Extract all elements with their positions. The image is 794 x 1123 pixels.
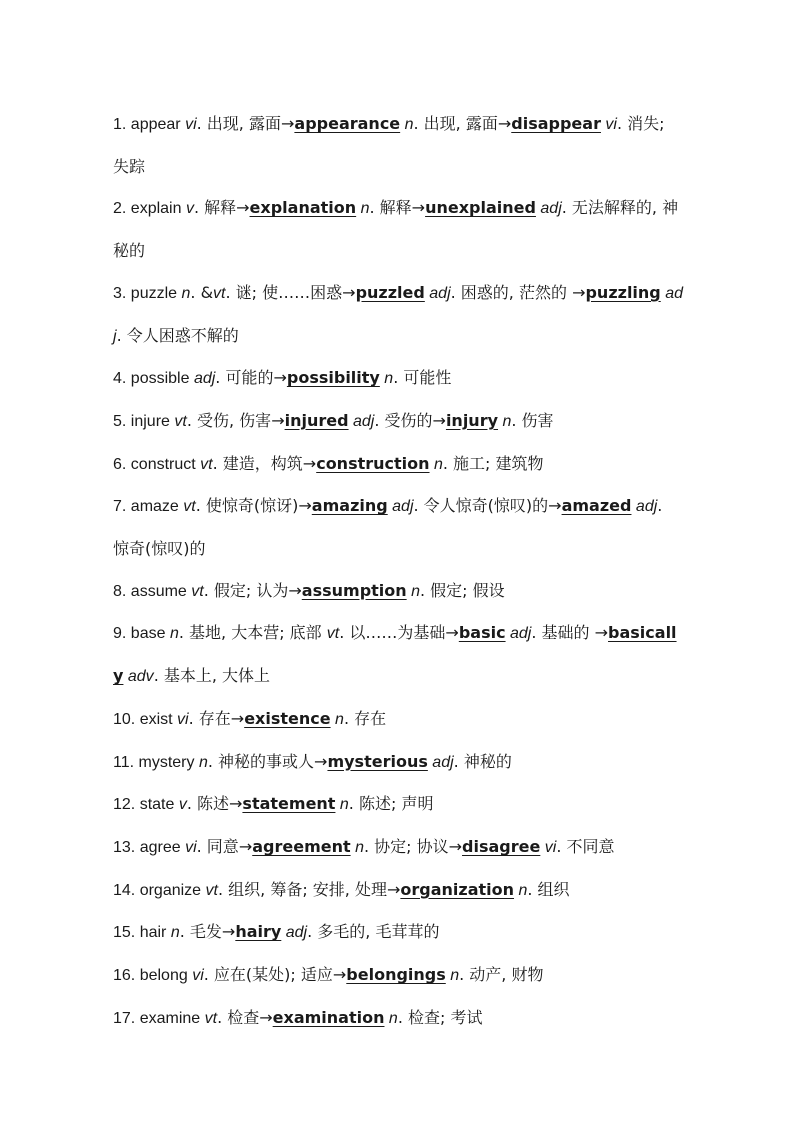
arrow-icon: → — [298, 496, 312, 516]
definition-text: . 神秘的 — [453, 751, 512, 771]
vocab-entry — [113, 485, 684, 569]
arrow-icon: → — [271, 410, 285, 430]
arrow-icon: → — [230, 708, 245, 728]
derived-word: assumption — [301, 580, 407, 600]
part-of-speech: n — [330, 710, 344, 728]
arrow-icon: → — [594, 623, 609, 643]
headword: 1. appear — [113, 116, 186, 133]
definition-text: . 困惑的, 茫然的 — [450, 282, 573, 302]
part-of-speech: vt — [213, 284, 226, 302]
arrow-icon: → — [332, 965, 347, 985]
definition-text: . 可能的 — [215, 368, 274, 388]
headword: 7. amaze — [113, 498, 184, 516]
vocab-entry — [113, 954, 684, 997]
part-of-speech: adj — [348, 412, 375, 430]
part-of-speech: n — [498, 412, 512, 430]
part-of-speech: vi — [185, 116, 197, 133]
arrow-icon: → — [280, 114, 295, 133]
definition-text: . 不同意 — [556, 836, 615, 856]
part-of-speech: adj — [424, 284, 451, 302]
headword: 9. base — [113, 625, 170, 643]
arrow-icon: → — [288, 580, 302, 600]
part-of-speech: n — [384, 1009, 398, 1027]
definition-text: . 可能性 — [393, 368, 452, 388]
vocab-entry — [113, 612, 684, 697]
part-of-speech: v — [185, 200, 194, 218]
definition-text: . 受伤, 伤害 — [186, 410, 272, 430]
definition-text: . 建造，构筑 — [212, 453, 303, 473]
derived-word: injured — [284, 410, 349, 430]
derived-word: hairy — [235, 922, 282, 942]
part-of-speech: vi — [185, 838, 197, 856]
derived-word: appearance — [294, 114, 401, 133]
definition-text: . 解释 — [193, 198, 237, 218]
definition-text: . 协定; 协议 — [363, 836, 449, 856]
arrow-icon: → — [259, 1007, 273, 1027]
part-of-speech: n — [429, 455, 443, 473]
headword: 12. state — [113, 796, 179, 814]
vocab-entry — [113, 103, 684, 187]
definition-text: . 出现, 露面 — [413, 114, 498, 133]
part-of-speech: n — [181, 284, 191, 302]
definition-text: . 基础的 — [531, 623, 595, 643]
derived-word: basically — [113, 623, 677, 686]
arrow-icon: → — [386, 879, 401, 899]
headword: 3. puzzle — [113, 284, 182, 302]
definition-text: . 存在 — [343, 708, 387, 728]
part-of-speech: adj — [535, 200, 562, 218]
derived-word: puzzling — [585, 282, 661, 302]
definition-text: . 谜; 使……困惑 — [225, 282, 343, 302]
arrow-icon: → — [221, 922, 236, 942]
part-of-speech: vi — [540, 838, 557, 856]
part-of-speech: adj — [281, 924, 308, 942]
derived-word: amazed — [561, 496, 632, 516]
derived-word: examination — [272, 1007, 385, 1027]
part-of-speech: n — [406, 582, 420, 600]
vocab-entry — [113, 272, 684, 357]
derived-word: belongings — [346, 965, 446, 985]
vocab-entry — [113, 698, 684, 741]
definition-text: . 多毛的, 毛茸茸的 — [307, 922, 440, 942]
arrow-icon: → — [238, 836, 253, 856]
definition-text: . 基地, 大本营; 底部 — [178, 623, 327, 643]
definition-text: . 陈述 — [186, 794, 230, 814]
headword: 6. construct — [113, 455, 201, 473]
derived-word: amazing — [311, 496, 388, 516]
headword: 17. examine — [113, 1009, 205, 1027]
derived-word: basic — [458, 623, 506, 643]
part-of-speech: adj — [631, 498, 658, 516]
definition-text: . 令人困惑不解的 — [116, 325, 239, 345]
vocab-entry — [113, 826, 684, 869]
derived-word: puzzled — [355, 282, 425, 302]
arrow-icon: → — [273, 368, 287, 388]
definition-text: . 解释 — [369, 198, 412, 218]
definition-text: . 应在(某处); 适应 — [203, 965, 333, 985]
headword: 8. assume — [113, 582, 192, 600]
vocab-entry — [113, 357, 684, 400]
part-of-speech: adj — [387, 498, 414, 516]
part-of-speech: n — [356, 200, 370, 218]
definition-text: . 受伤的 — [374, 410, 433, 430]
vocab-entry — [113, 400, 684, 443]
arrow-icon: → — [548, 496, 562, 516]
part-of-speech: vt — [326, 625, 340, 643]
part-of-speech: n — [170, 924, 180, 942]
part-of-speech: vt — [183, 498, 196, 516]
part-of-speech: n — [350, 838, 364, 856]
derived-word: organization — [400, 879, 515, 899]
definition-text: . 出现, 露面 — [196, 114, 281, 133]
arrow-icon: → — [448, 836, 463, 856]
part-of-speech: adj — [427, 753, 454, 771]
part-of-speech: vt — [205, 881, 218, 899]
definition-text: . 假定; 假设 — [420, 580, 505, 600]
definition-text: . & — [190, 282, 214, 302]
definition-text: . 施工; 建筑物 — [442, 453, 544, 473]
definition-text: . 基本上, 大体上 — [153, 666, 271, 686]
part-of-speech: n — [198, 753, 208, 771]
definition-text: . 检查; 考试 — [397, 1007, 483, 1027]
headword: 5. injure — [113, 412, 175, 430]
definition-text: . 同意 — [196, 836, 239, 856]
derived-word: agreement — [252, 836, 351, 856]
definition-text: . 检查 — [217, 1007, 260, 1027]
definition-text: . 令人惊奇(惊叹)的 — [413, 496, 549, 516]
definition-text: . 组织, 筹备; 安排, 处理 — [217, 879, 387, 899]
part-of-speech: vi — [177, 710, 189, 728]
headword: 15. hair — [113, 924, 171, 942]
headword: 14. organize — [113, 881, 206, 899]
arrow-icon: → — [572, 282, 586, 302]
headword: 2. explain — [113, 200, 186, 218]
part-of-speech: adj — [193, 370, 216, 388]
definition-text: . 消失; 失踪 — [113, 114, 665, 176]
derived-word: disagree — [462, 836, 541, 856]
headword: 10. exist — [113, 710, 178, 728]
headword: 16. belong — [113, 967, 193, 985]
part-of-speech: vt — [204, 1009, 218, 1027]
definition-text: . 存在 — [188, 708, 231, 728]
headword: 4. possible — [113, 370, 194, 388]
vocab-entry — [113, 869, 684, 912]
derived-word: mysterious — [327, 751, 428, 771]
arrow-icon: → — [236, 198, 250, 218]
derived-word: possibility — [286, 368, 380, 388]
part-of-speech: n — [400, 116, 414, 133]
part-of-speech: n — [169, 625, 179, 643]
arrow-icon: → — [342, 282, 356, 302]
definition-text: . 以……为基础 — [339, 623, 446, 643]
definition-text: . 惊奇(惊叹)的 — [113, 496, 679, 559]
part-of-speech: n — [514, 881, 528, 899]
definition-text: . 伤害 — [511, 410, 554, 430]
part-of-speech: vt — [200, 455, 213, 473]
definition-text: . 使惊奇(惊讶) — [195, 496, 299, 516]
derived-word: disappear — [511, 114, 601, 133]
arrow-icon: → — [432, 410, 446, 430]
vocab-entry — [113, 570, 684, 613]
part-of-speech: v — [178, 796, 187, 814]
definition-text: . 动产, 财物 — [459, 965, 544, 985]
derived-word: unexplained — [425, 198, 536, 218]
definition-text: . 神秘的事或人 — [207, 751, 315, 771]
vocab-entry — [113, 741, 684, 784]
vocab-entry — [113, 783, 684, 826]
arrow-icon: → — [411, 198, 426, 218]
part-of-speech: vt — [174, 412, 187, 430]
definition-text: . 陈述; 声明 — [348, 794, 434, 814]
headword: 11. mystery — [113, 753, 199, 771]
vocab-entry — [113, 187, 684, 271]
part-of-speech: adj — [113, 284, 683, 345]
headword: 13. agree — [113, 838, 186, 856]
part-of-speech: adj — [505, 625, 532, 643]
vocab-entry — [113, 443, 684, 486]
part-of-speech: adv — [123, 668, 154, 686]
definition-text: . 无法解释的, 神秘的 — [113, 198, 679, 261]
derived-word: injury — [445, 410, 499, 430]
part-of-speech: vi — [600, 116, 617, 133]
derived-word: statement — [242, 794, 336, 814]
part-of-speech: n — [445, 967, 460, 985]
definition-text: . 假定; 认为 — [203, 580, 289, 600]
arrow-icon: → — [497, 114, 512, 133]
arrow-icon: → — [314, 751, 328, 771]
definition-text: . 组织 — [527, 879, 570, 899]
arrow-icon: → — [445, 623, 459, 643]
definition-text: . 毛发 — [179, 922, 222, 942]
arrow-icon: → — [302, 453, 317, 473]
vocab-entry — [113, 997, 684, 1040]
part-of-speech: vi — [192, 967, 204, 985]
part-of-speech: n — [335, 796, 349, 814]
derived-word: existence — [244, 708, 331, 728]
part-of-speech: vt — [191, 582, 204, 600]
vocab-entry — [113, 911, 684, 954]
arrow-icon: → — [229, 794, 243, 814]
derived-word: construction — [316, 453, 430, 473]
derived-word: explanation — [249, 198, 357, 218]
part-of-speech: n — [379, 370, 394, 388]
